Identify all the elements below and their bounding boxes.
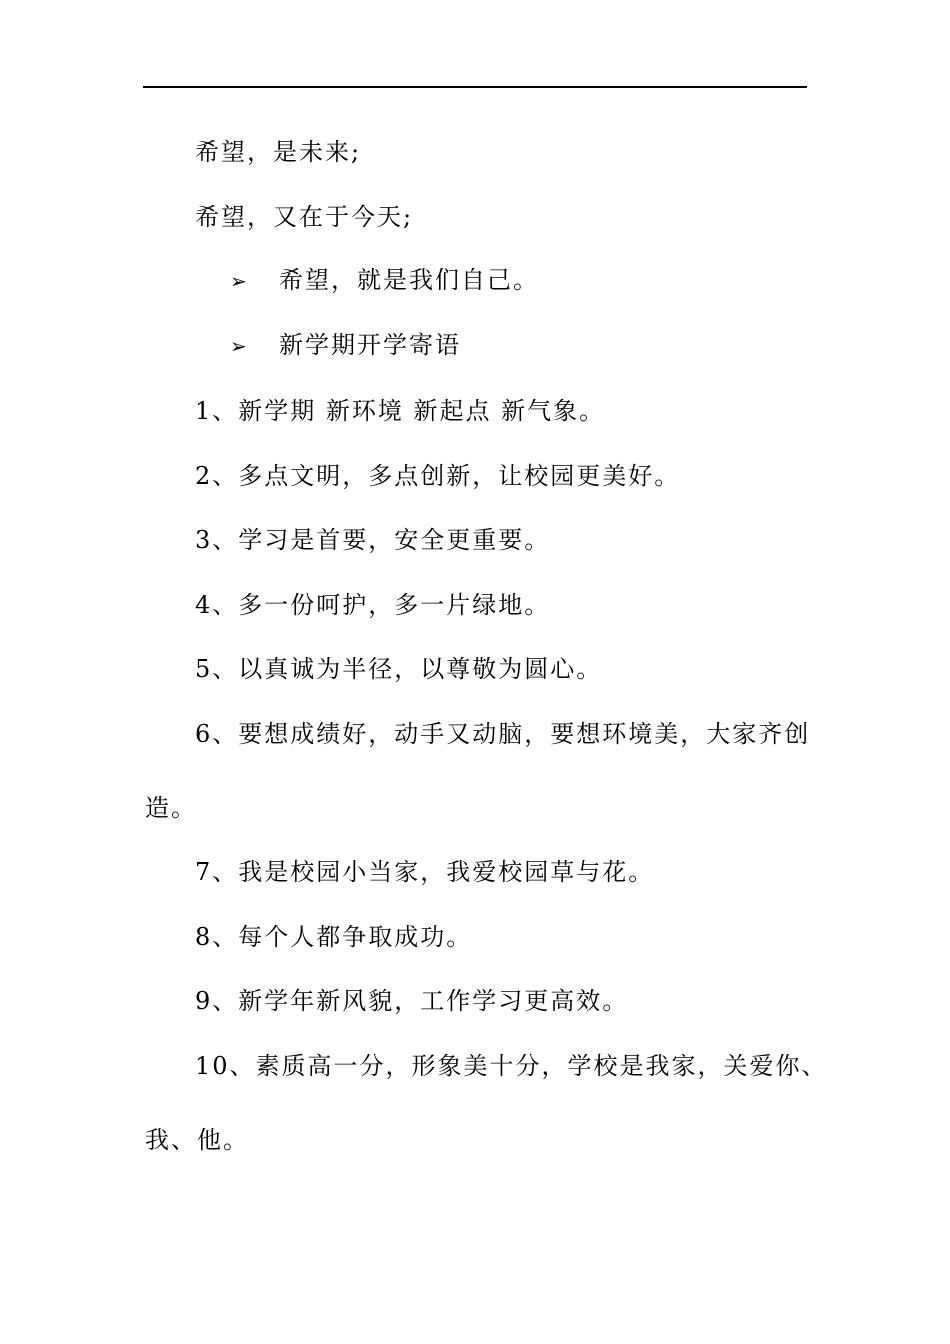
list-item-5: 5、以真诚为半径，以尊敬为圆心。 xyxy=(195,655,603,683)
list-item-1: 1、新学期 新环境 新起点 新气象。 xyxy=(195,397,606,425)
list-item-3: 3、学习是首要，安全更重要。 xyxy=(195,526,551,554)
text-line-hope-today: 希望，又在于今天; xyxy=(195,203,414,231)
list-item-8: 8、每个人都争取成功。 xyxy=(195,923,473,951)
text-line-hope-future: 希望，是未来; xyxy=(195,138,362,166)
list-item-6-continued: 造。 xyxy=(145,794,197,822)
bullet-item-hope-ourselves: 希望，就是我们自己。 xyxy=(279,266,539,294)
header-rule xyxy=(143,86,807,88)
list-item-10: 10、素质高一分，形象美十分，学校是我家，关爱你、 xyxy=(195,1052,828,1080)
list-item-2: 2、多点文明，多点创新，让校园更美好。 xyxy=(195,462,681,490)
list-item-6: 6、要想成绩好，动手又动脑，要想环境美，大家齐创 xyxy=(195,720,811,748)
list-item-9: 9、新学年新风貌，工作学习更高效。 xyxy=(195,987,629,1015)
list-item-4: 4、多一份呵护，多一片绿地。 xyxy=(195,591,551,619)
bullet-arrow-icon: ➢ xyxy=(230,269,247,293)
list-item-7: 7、我是校园小当家，我爱校园草与花。 xyxy=(195,858,655,886)
list-item-10-continued: 我、他。 xyxy=(145,1126,249,1154)
bullet-arrow-icon: ➢ xyxy=(230,334,247,358)
bullet-item-section-title: 新学期开学寄语 xyxy=(279,331,461,359)
